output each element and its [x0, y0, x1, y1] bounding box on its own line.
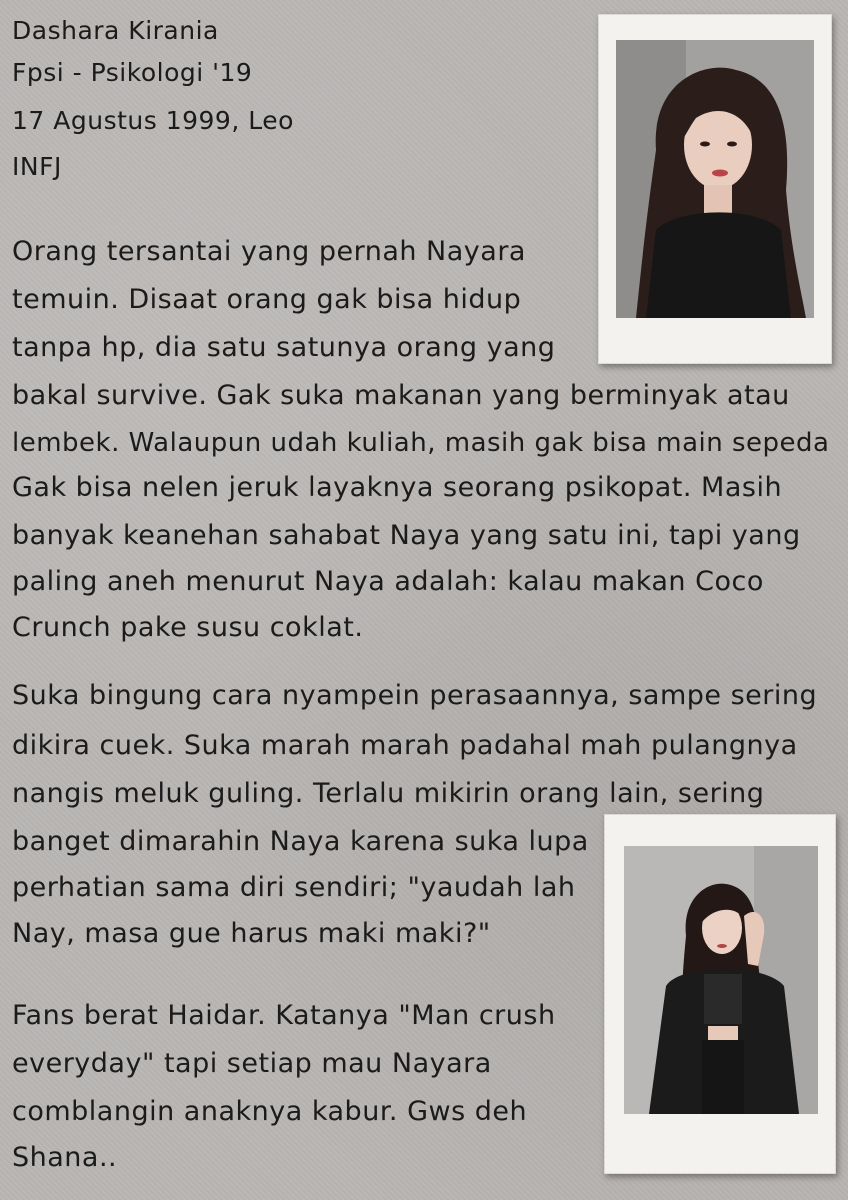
- p1-line-9: Crunch pake susu coklat.: [12, 612, 364, 643]
- p2-line-2: dikira cuek. Suka marah marah padahal mah pulangnya: [12, 730, 798, 761]
- p1-line-3: tanpa hp, dia satu satunya orang yang: [12, 332, 556, 363]
- p3-line-1: Fans berat Haidar. Katanya "Man crush: [12, 1000, 556, 1031]
- p2-line-5: perhatian sama diri sendiri; "yaudah lah: [12, 872, 576, 903]
- p2-line-3: nangis meluk guling. Terlalu mikirin orang lain, sering: [12, 778, 765, 809]
- p1-line-2: temuin. Disaat orang gak bisa hidup: [12, 284, 522, 315]
- portrait-illustration-top: [616, 40, 814, 318]
- p2-line-1: Suka bingung cara nyampein perasaannya, sampe sering: [12, 680, 818, 711]
- p3-line-2: everyday" tapi setiap mau Nayara: [12, 1048, 492, 1079]
- portrait-illustration-bottom: [624, 846, 818, 1114]
- portrait-photo-bottom: [624, 846, 818, 1114]
- p1-line-5: lembek. Walaupun udah kuliah, masih gak bisa main sepeda: [12, 428, 830, 458]
- polaroid-photo-bottom: [604, 814, 836, 1174]
- p2-line-6: Nay, masa gue harus maki maki?": [12, 918, 491, 949]
- polaroid-photo-top: [598, 14, 832, 364]
- p3-line-4: Shana..: [12, 1142, 118, 1173]
- profile-birth: 17 Agustus 1999, Leo: [12, 106, 294, 135]
- p1-line-7: banyak keanehan sahabat Naya yang satu ini, tapi yang: [12, 520, 801, 551]
- portrait-photo-top: [616, 40, 814, 318]
- p1-line-6: Gak bisa nelen jeruk layaknya seorang psikopat. Masih: [12, 472, 783, 503]
- p3-line-3: comblangin anaknya kabur. Gws deh: [12, 1096, 528, 1127]
- profile-mbti: INFJ: [12, 152, 62, 181]
- profile-name: Dashara Kirania: [12, 16, 219, 45]
- profile-faculty: Fpsi - Psikologi '19: [12, 58, 253, 87]
- p1-line-4: bakal survive. Gak suka makanan yang berminyak atau: [12, 380, 790, 411]
- p1-line-8: paling aneh menurut Naya adalah: kalau makan Coco: [12, 566, 764, 597]
- p2-line-4: banget dimarahin Naya karena suka lupa: [12, 826, 589, 857]
- p1-line-1: Orang tersantai yang pernah Nayara: [12, 236, 526, 267]
